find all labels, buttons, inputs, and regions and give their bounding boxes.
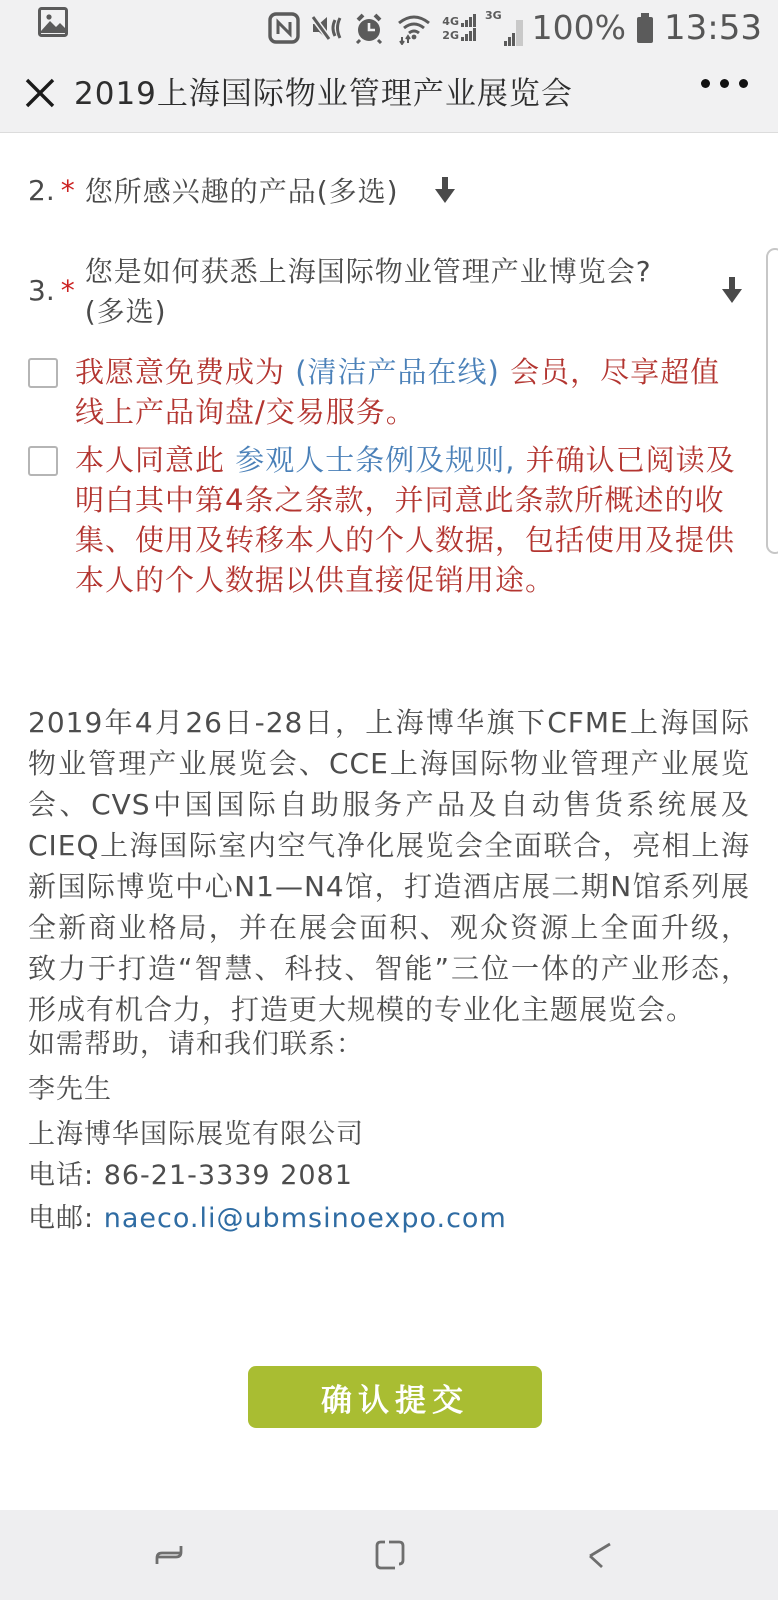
scrollbar-thumb[interactable] [766,248,778,554]
gallery-icon [38,7,68,37]
membership-consent-row [28,352,746,432]
wifi-icon [395,11,433,45]
signal-2g-label: 2G [442,29,459,42]
question-3 [28,250,744,330]
question-2 [28,170,744,210]
question-number: 3. [28,273,55,307]
clock-time: 13:53 [664,7,762,48]
page-title: 2019上海国际物业管理产业展览会 [74,76,573,112]
signal-3g-label: 3G [484,8,502,22]
close-icon[interactable] [24,77,56,109]
question-label: 您所感兴趣的产品(多选) [84,175,399,208]
email-link[interactable]: naeco.li@ubmsinoexpo.com [103,1203,507,1234]
consent-text-suffix: 并确认已阅读及明白其中第4条之条款，并同意此条款所概述的收集、使用及转移本人的个人数据，包括使用及提供本人的个人数据以供直接促销用途。 [75,443,736,597]
title-bar [0,55,778,133]
cleaning-products-online-link[interactable]: (清洁产品在线) [295,355,500,389]
required-asterisk: * [60,273,75,307]
question-label: 您是如何获悉上海国际物业管理产业博览会? (多选) [84,255,652,328]
contact-company: 上海博华国际展览有限公司 [28,1119,364,1150]
recents-icon[interactable] [150,1536,188,1574]
question-number: 2. [28,173,55,207]
contact-email-line [28,1196,748,1235]
status-bar [0,0,778,55]
alarm-icon [352,12,386,44]
back-icon[interactable] [580,1536,618,1574]
email-label: 电邮: [28,1203,95,1234]
nfc-icon [268,12,300,44]
signal-4g-2g-icon [442,14,476,41]
consent-text-prefix: 我愿意免费成为 [75,355,296,389]
membership-consent-text [75,352,746,432]
membership-checkbox[interactable] [28,358,58,388]
signal-3g-icon [485,10,523,46]
terms-consent-row [28,440,746,600]
battery-percent: 100% [531,8,627,47]
android-nav-bar [0,1510,778,1600]
dropdown-arrow-icon[interactable] [720,275,744,305]
dropdown-arrow-icon[interactable] [433,175,457,205]
battery-icon [635,11,655,45]
phone-label: 电话: [28,1160,95,1191]
contact-person: 李先生 [28,1074,112,1105]
contact-phone-line [28,1153,748,1192]
home-icon[interactable] [371,1536,409,1574]
exhibition-intro-paragraph: 2019年4月26日-28日，上海博华旗下CFME上海国际物业管理产业展览会、CCE上海国际物业管理产业展览会、CVS中国国际自助服务产品及自动售货系统展及CIEQ上海国际室内空气净化展览会全面联合，亮相上海新国际博览中心N1—N4馆，打造酒店展二期N馆系列展全新商业格局，并在展会面积、观众资源上全面升级，致力于打造“智慧、科技、智能”三位一体的产业形态，形成有机合力，打造更大规模的专业化主题展览会。 [28,706,750,1026]
terms-consent-text [75,440,746,600]
mute-vibrate-icon [309,12,343,44]
signal-4g-label: 4G [442,15,459,28]
consent-text-prefix: 本人同意此 [75,443,236,477]
phone-number: 86-21-3339 2081 [103,1160,353,1191]
more-menu-icon[interactable] [701,79,748,88]
terms-checkbox[interactable] [28,446,58,476]
visitor-terms-link[interactable]: 参观人士条例及规则, [235,443,516,477]
required-asterisk: * [60,173,75,207]
submit-button[interactable]: 确认提交 [248,1366,542,1428]
contact-help-line: 如需帮助，请和我们联系： [28,1029,364,1060]
consent-text-suffix: 会员，尽享超值线上产品询盘/交易服务。 [75,355,721,429]
